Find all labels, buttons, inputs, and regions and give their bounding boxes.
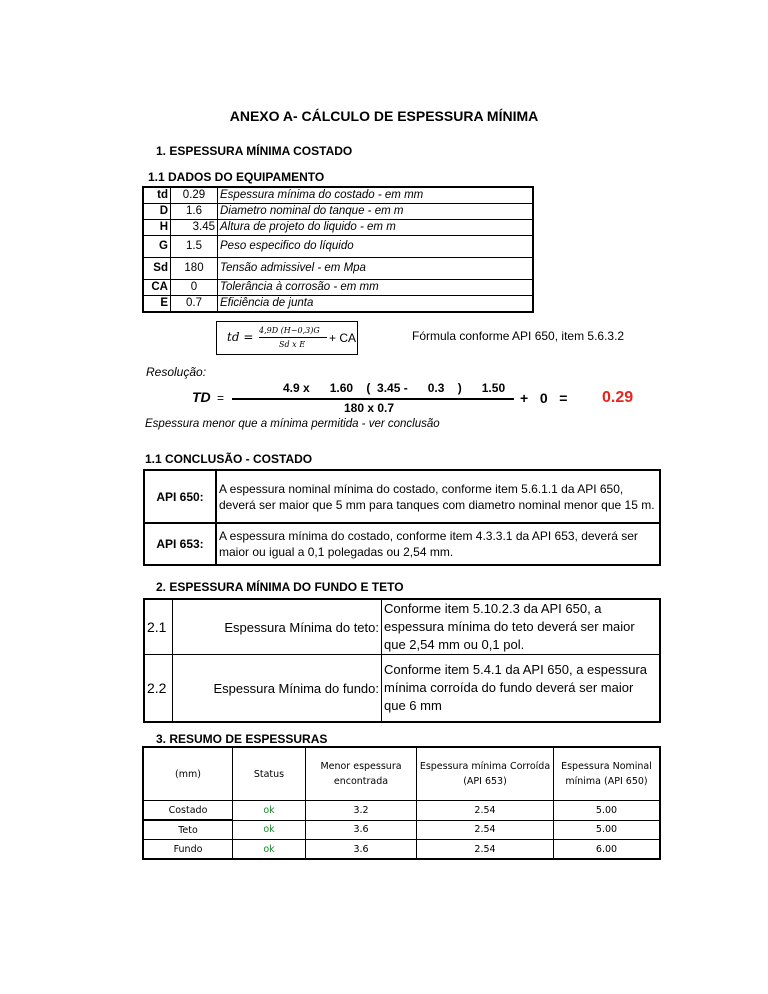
symbol: E <box>143 296 171 313</box>
formula-numerator: 4,9D (H−0,3)G <box>259 326 320 335</box>
row-text: Conforme item 5.4.1 da API 650, a espessura mínima corroída do fundo deverá ser maior que 6 mm <box>382 655 661 723</box>
value: 3.45 <box>171 220 218 236</box>
value: 1.5 <box>171 236 218 258</box>
table-row <box>143 220 533 236</box>
equipment-data-table <box>142 186 534 313</box>
column-header: (mm) <box>143 747 233 801</box>
cell-nom650: 5.00 <box>554 820 661 840</box>
cell-name: Teto <box>143 820 233 840</box>
fraction-bar <box>259 337 327 338</box>
formula-plus-ca: + CA <box>329 331 357 345</box>
table-row <box>143 204 533 220</box>
resolution-denominator: 180 x 0.7 <box>344 401 395 415</box>
cell-found: 3.6 <box>306 820 417 840</box>
formula-box <box>216 321 358 355</box>
formula-reference: Fórmula conforme API 650, item 5.6.3.2 <box>412 329 625 343</box>
resolution-note: Espessura menor que a mínima permitida - ver conclusão <box>145 418 440 430</box>
thickness-summary-table <box>142 746 661 860</box>
value: 0.29 <box>171 187 218 204</box>
row-text: A espessura mínima do costado, conforme item 4.3.3.1 da API 653, deverá ser maior ou igual a 0,1 polegadas ou 2,54 mm. <box>216 523 660 565</box>
cell-min653: 2.54 <box>417 840 554 860</box>
row-number: 2.2 <box>144 655 173 723</box>
section2-heading: 2. ESPESSURA MÍNIMA DO FUNDO E TETO <box>156 580 404 594</box>
formula-denominator: Sd x E <box>279 340 306 349</box>
resolution-fraction-bar <box>232 398 514 400</box>
value: 0 <box>171 280 218 296</box>
table-row <box>143 801 660 821</box>
row-text: Conforme item 5.10.2.3 da API 650, a espessura mínima do teto deverá ser maior que 2,54 mm ou 0,1 pol. <box>382 599 661 655</box>
value: 180 <box>171 258 218 280</box>
symbol: CA <box>143 280 171 296</box>
cell-nom650: 6.00 <box>554 840 661 860</box>
cell-name: Costado <box>143 801 233 821</box>
resolution-numerator: 4.9 x 1.60 ( 3.45 - 0.3 ) 1.50 <box>283 381 506 395</box>
table-row <box>144 523 660 565</box>
symbol: D <box>143 204 171 220</box>
cell-min653: 2.54 <box>417 820 554 840</box>
description: Peso especifico do líquido <box>218 236 534 258</box>
cell-found: 3.6 <box>306 840 417 860</box>
value: 1.6 <box>171 204 218 220</box>
table-row <box>143 236 533 258</box>
table-header-row <box>143 747 660 801</box>
section3-heading: 3. RESUMO DE ESPESSURAS <box>156 732 328 746</box>
table-row <box>144 599 660 655</box>
conclusion-table <box>143 469 661 566</box>
description: Espessura mínima do costado - em mm <box>218 187 534 204</box>
description: Tensão admissivel - em Mpa <box>218 258 534 280</box>
row-text: A espessura nominal mínima do costado, conforme item 5.6.1.1 da API 650, deverá ser maior que 5 mm para tanques com diametro nominal menor que 15 m. <box>216 470 660 523</box>
value: 0.7 <box>171 296 218 313</box>
resolution-label: Resolução: <box>146 365 207 379</box>
row-label: Espessura Mínima do teto: <box>173 599 382 655</box>
section1-heading: 1. ESPESSURA MÍNIMA COSTADO <box>156 144 353 158</box>
column-header: Espessura mínima Corroída (API 653) <box>417 747 554 801</box>
td-symbol: TD <box>192 389 211 405</box>
description: Diametro nominal do tanque - em m <box>218 204 534 220</box>
table-row <box>143 820 660 840</box>
description: Tolerância à corrosão - em mm <box>218 280 534 296</box>
row-number: 2.1 <box>144 599 173 655</box>
column-header: Espessura Nominal mínima (API 650) <box>554 747 661 801</box>
cell-found: 3.2 <box>306 801 417 821</box>
description: Altura de projeto do liquido - em m <box>218 220 534 236</box>
cell-status: ok <box>233 801 306 821</box>
table-row <box>143 187 533 204</box>
table-row <box>143 280 533 296</box>
symbol: H <box>143 220 171 236</box>
resolution-result: 0.29 <box>602 389 634 406</box>
cell-status: ok <box>233 840 306 860</box>
table-row <box>144 655 660 723</box>
conclusion-heading: 1.1 CONCLUSÃO - COSTADO <box>145 452 313 466</box>
table-row <box>143 296 533 313</box>
cell-status: ok <box>233 820 306 840</box>
cell-min653: 2.54 <box>417 801 554 821</box>
row-label: API 653: <box>144 523 216 565</box>
cell-name: Fundo <box>143 840 233 860</box>
description: Eficiência de junta <box>218 296 534 313</box>
cell-nom650: 5.00 <box>554 801 661 821</box>
table-row <box>144 470 660 523</box>
resolution-plus-zero: + 0 = <box>520 390 568 406</box>
symbol: G <box>143 236 171 258</box>
column-header: Menor espessura encontrada <box>306 747 417 801</box>
row-label: API 650: <box>144 470 216 523</box>
table-row <box>143 840 660 860</box>
page-title: ANEXO A- CÁLCULO DE ESPESSURA MÍNIMA <box>229 108 539 124</box>
symbol: td <box>143 187 171 204</box>
column-header: Status <box>233 747 306 801</box>
row-label: Espessura Mínima do fundo: <box>173 655 382 723</box>
symbol: Sd <box>143 258 171 280</box>
table-row <box>143 258 533 280</box>
formula-lhs: td = <box>227 330 254 344</box>
bottom-roof-table <box>143 598 661 723</box>
equals-sign: = <box>217 391 225 405</box>
equipment-data-heading: 1.1 DADOS DO EQUIPAMENTO <box>148 170 325 184</box>
